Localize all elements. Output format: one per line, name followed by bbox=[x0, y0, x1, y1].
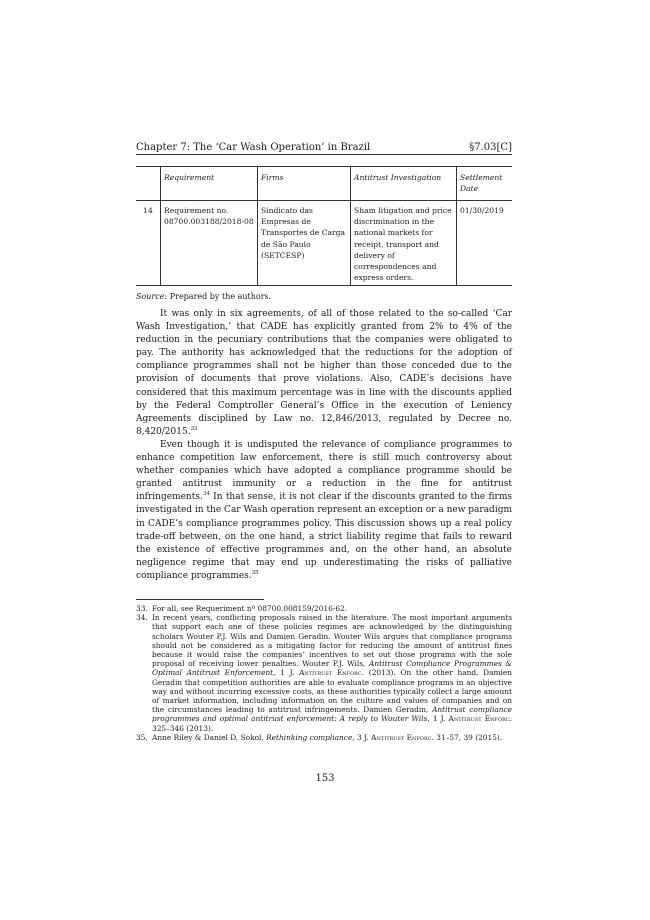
table-row bbox=[136, 201, 512, 286]
table-source bbox=[136, 292, 271, 301]
section-number: §7.03[C] bbox=[469, 142, 512, 153]
cell-firms: Sindicato das Empresas de Transportes de Carga de São Paulo (SETCESP) bbox=[258, 201, 351, 286]
journal-name: Antitrust Enforc. bbox=[299, 668, 365, 678]
footnotes bbox=[136, 604, 512, 742]
paragraph-2 bbox=[136, 439, 512, 583]
cited-title: Rethinking compliance bbox=[266, 732, 353, 742]
footnote-text-part: , 1 J. bbox=[273, 668, 300, 678]
footnote-text-part: , 3 J. bbox=[352, 732, 372, 742]
col-header-number bbox=[136, 167, 161, 201]
footnote-text-part: 325–346 (2013). bbox=[152, 723, 214, 733]
footnote-ref-33[interactable]: 33 bbox=[190, 425, 198, 432]
footnote-text-part: Anne Riley & Daniel D. Sokol, bbox=[152, 732, 267, 742]
footnote-text-part: 31–57, 39 (2015). bbox=[433, 732, 503, 742]
footnote-text-part: , 1 J. bbox=[427, 714, 449, 724]
footnote-rule bbox=[136, 599, 264, 600]
cell-requirement: Requirement no. 08700.003188/2018-08 bbox=[161, 201, 258, 286]
footnote-text bbox=[152, 733, 512, 742]
paragraph-1 bbox=[136, 308, 512, 439]
chapter-title: Chapter 7: The ‘Car Wash Operation’ in Brazil bbox=[136, 142, 371, 153]
footnote-text bbox=[152, 613, 512, 733]
paragraph-2-text-b: In that sense, it is not clear if the discounts granted to the firms investigated in the Car Wash operation represent an exception or a new paradigm in CADE’s compliance programmes policy. This discussion shows up a real policy trade-off between, on the one hand, a strict liability regime that fails to reward the existence of effective programmes and, on the other hand, an absolute negligence regime that may end up underestimating the risks of palliative compliance programmes. bbox=[136, 492, 512, 581]
cell-settlement-date: 01/30/2019 bbox=[457, 201, 513, 286]
footnote-ref-35[interactable]: 35 bbox=[251, 569, 259, 576]
footnote-text-part: In recent years, conflicting proposals raised in the literature. The most important arguments that support each one of these policies regimes are acknowledged by the distinguishing scholars Wouter P.J. Wils and Damien Geradin. Wouter Wils argues that compliance programs should not be considered as a mitigating factor for reducing the amount of antitrust fines because it would raise the companies’ incentives to set out those programs with the sole proposal of receiving lower penalties. Wouter P.J. Wils, bbox=[152, 613, 512, 669]
table-header-row bbox=[136, 167, 512, 201]
footnote-34 bbox=[136, 613, 512, 733]
running-header bbox=[136, 137, 512, 153]
footnote-number: 33. bbox=[136, 604, 148, 613]
footnote-35 bbox=[136, 733, 512, 742]
col-header-investigation: Antitrust Investigation bbox=[351, 167, 457, 201]
footnote-33 bbox=[136, 604, 512, 613]
source-text: Prepared by the authors. bbox=[169, 292, 272, 301]
col-header-firms: Firms bbox=[258, 167, 351, 201]
page-number: 153 bbox=[315, 773, 335, 784]
footnote-text: For all, see Requeriment nº 08700.008159/2016-62. bbox=[152, 604, 348, 613]
paragraph-1-text: It was only in six agreements, of all of those related to the so-called ‘Car Wash Investigation,’ that CADE has explicitly granted from 2% to 4% of the reduction in the pecuniary contributions that the companies were obligated to pay. The authority has acknowledged that the reductions for the adoption of compliance programmes shall not be higher than those conceded due to the provision of documents that prove violations. Also, CADE’s decisions have considered that this maximum percentage was in line with the discounts applied by the Federal Comptroller General’s Office in the execution of Leniency Agreements disciplined by Law no. 12,846/2013, regulated by Decree no. 8,420/2015. bbox=[136, 309, 512, 437]
journal-name: Antitrust Enforc. bbox=[448, 714, 513, 724]
header-rule bbox=[136, 154, 512, 155]
requirements-table bbox=[136, 166, 512, 286]
footnote-number: 34. bbox=[136, 613, 148, 623]
footnote-ref-34[interactable]: 34 bbox=[202, 491, 210, 498]
cell-investigation: Sham litigation and price discrimination in the national markets for receipt, transport and delivery of correspondences and express orders. bbox=[351, 201, 457, 286]
cell-number: 14 bbox=[143, 206, 153, 215]
journal-name: Antitrust Enforc. bbox=[371, 732, 434, 742]
body-text bbox=[136, 308, 512, 583]
footnote-number: 35. bbox=[136, 732, 148, 742]
footnote-text-part: (2013). On the other hand, Damien Geradin that competition authorities are able to evaluate compliance programs in an objective way and without incurring excessive costs, as these authorities typically collect a large amount of market information, including information on the culture and values of companies and on the circumstances leading to antitrust infringements. Damien Geradin, bbox=[152, 668, 512, 715]
cited-title: Antitrust compliance programmes and optimal antitrust enforcement: A reply to Wouter Wils bbox=[152, 705, 512, 724]
col-header-settlement-date: Settlement Date bbox=[457, 167, 513, 201]
col-header-requirement: Requirement bbox=[161, 167, 258, 201]
paragraph-2-text-a: Even though it is undisputed the relevance of compliance programmes to enhance competition law enforcement, there is still much controversy about whether companies which have adopted a compliance programme should be granted antitrust immunity or a reduction in the fine for antitrust infringements. bbox=[136, 439, 512, 503]
cited-title: Antitrust Compliance Programmes & Optimal Antitrust Enforcement bbox=[152, 659, 512, 678]
source-label: Source: bbox=[136, 292, 168, 301]
